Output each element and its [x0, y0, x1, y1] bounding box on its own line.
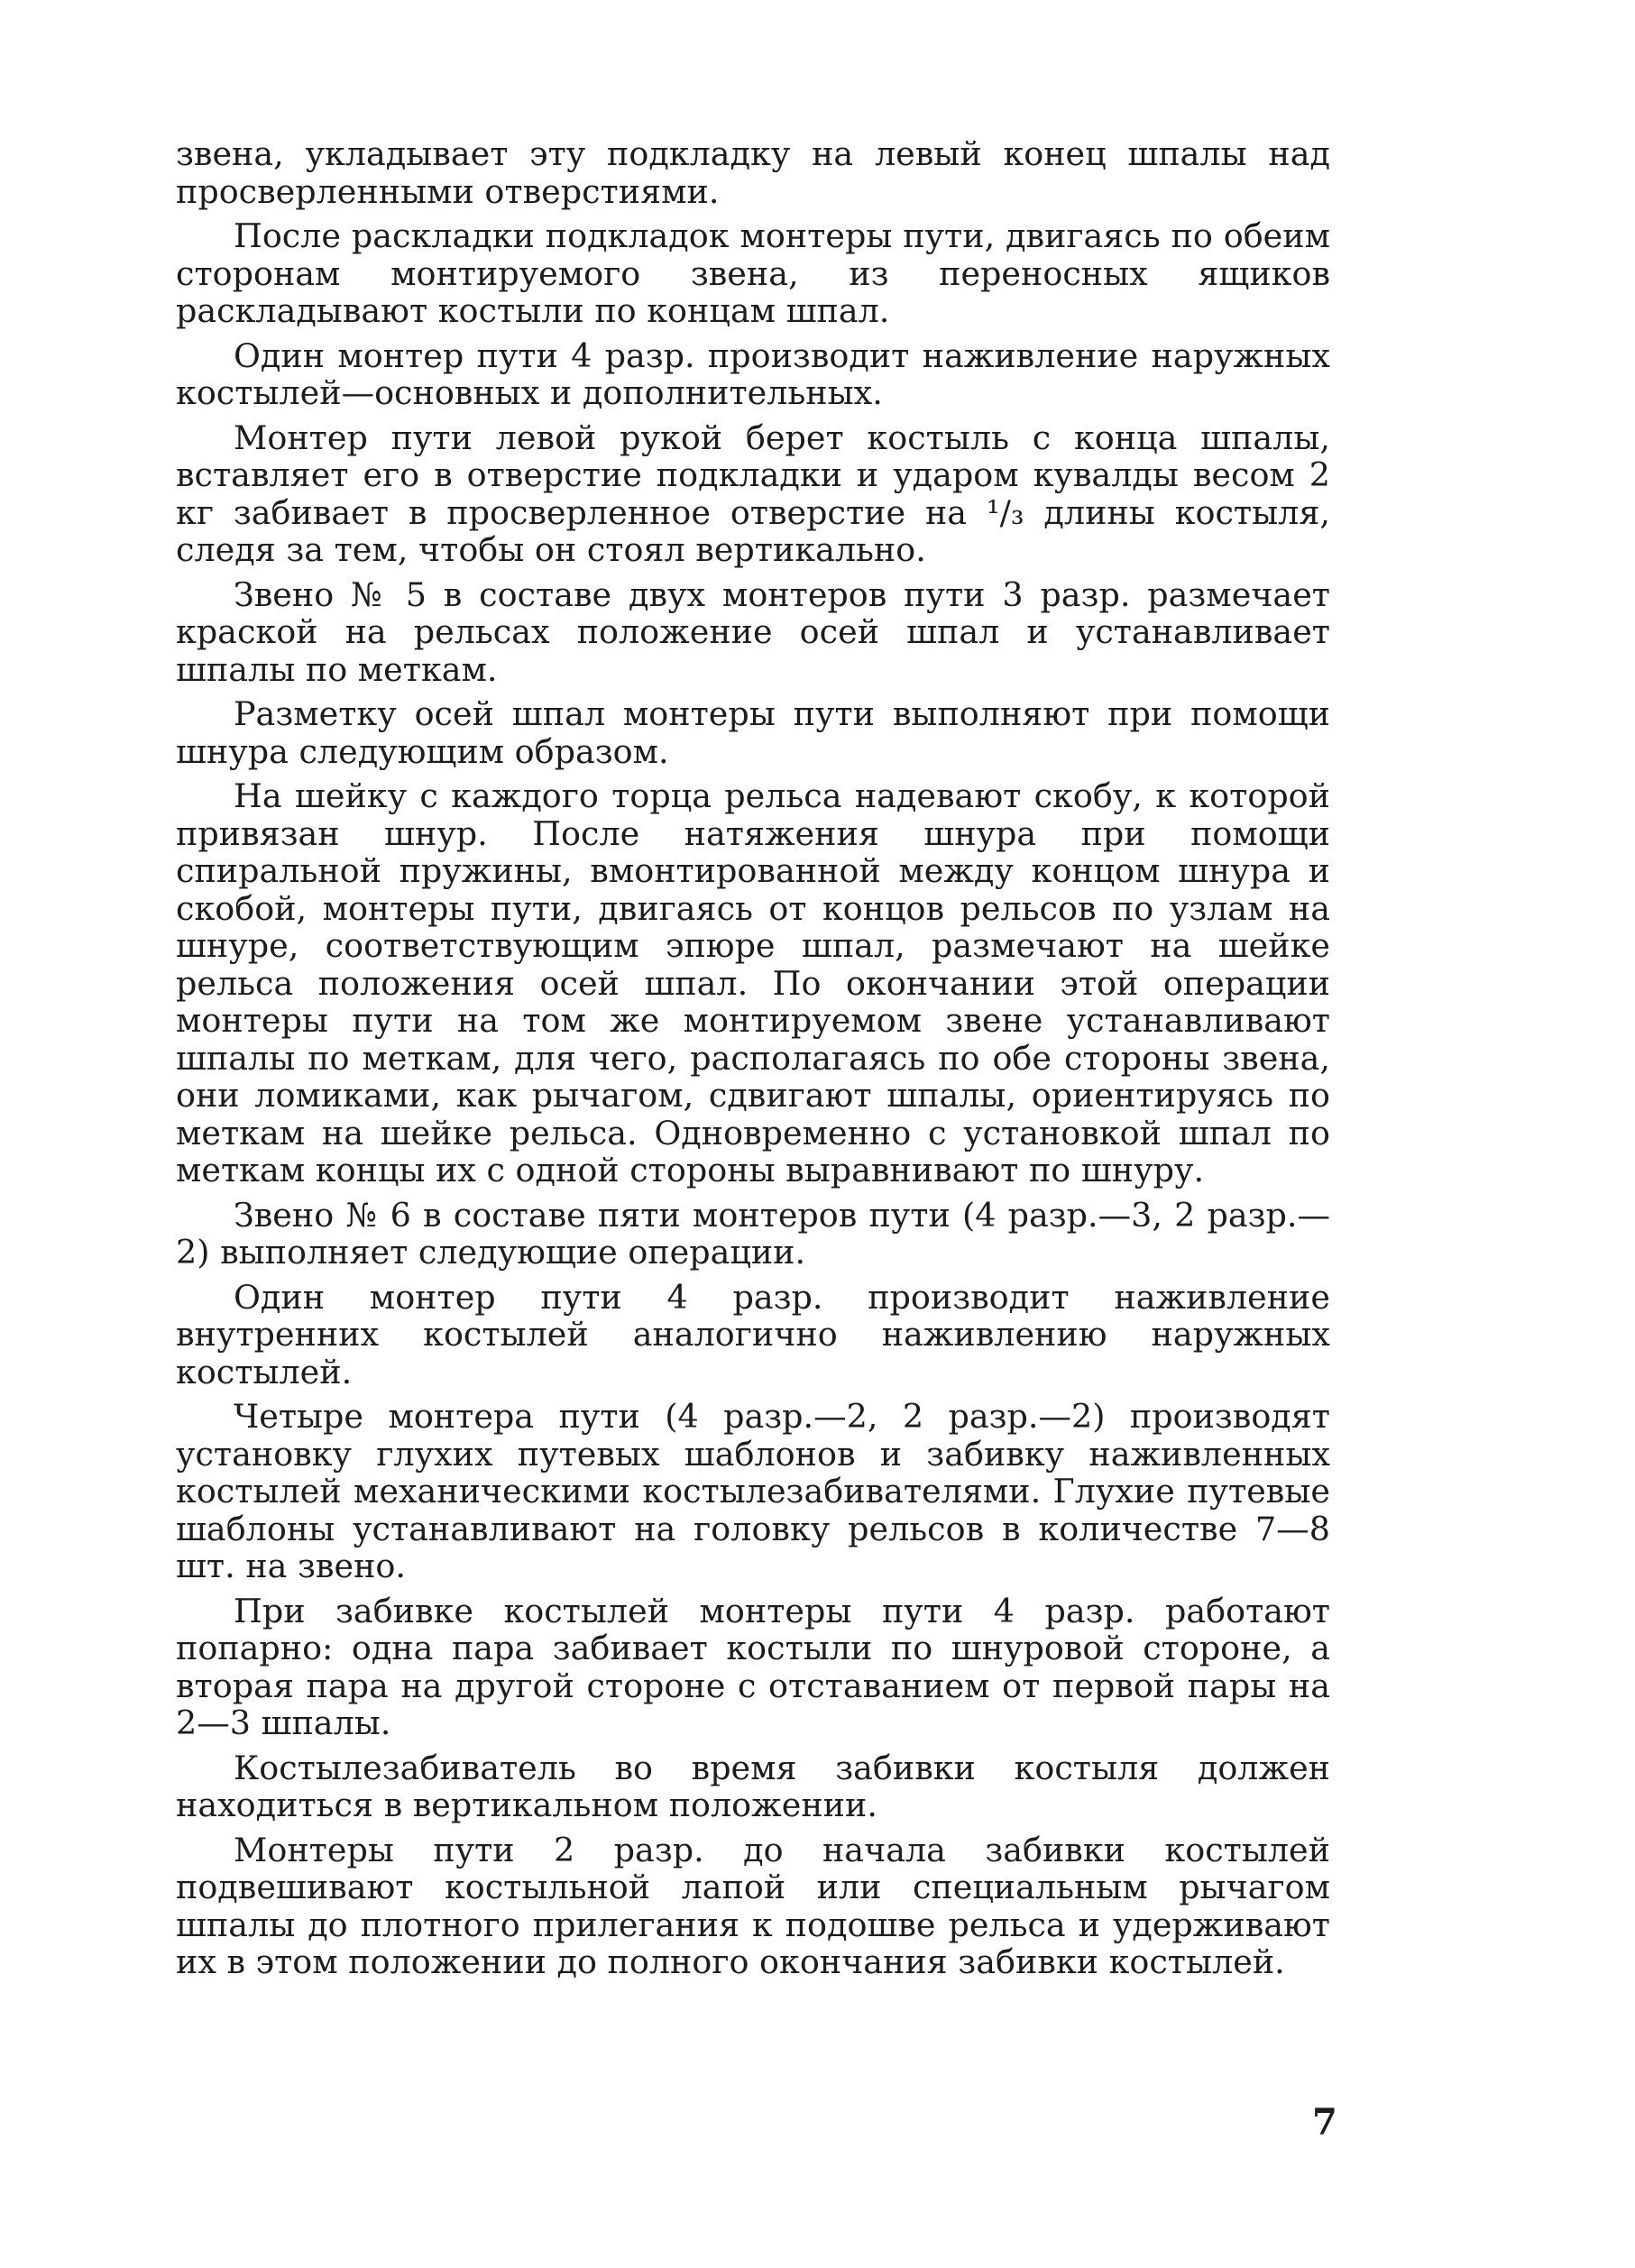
paragraph-4: Монтер пути левой рукой берет костыль с конца шпалы, вставляет его в отверстие подкладки и ударом кувалды весом 2 кг забивает в просверленное отверстие на ¹/₃ длины костыля, следя за тем, чтобы он стоял вертикально. — [176, 418, 1330, 569]
paragraph-1: звена, укладывает эту подкладку на левый конец шпалы над просверленными отверстиями. — [176, 134, 1330, 211]
paragraph-8: Звено № 6 в составе пяти монтеров пути (4 разр.—3, 2 разр.—2) выполняет следующие операции. — [176, 1195, 1330, 1272]
paragraph-12: Костылезабиватель во время забивки костыля должен находиться в вертикальном положении. — [176, 1748, 1330, 1824]
paragraph-3: Один монтер пути 4 разр. производит наживление наружных костылей—основных и дополнительных. — [176, 335, 1330, 412]
paragraph-7: На шейку с каждого торца рельса надевают скобу, к которой привязан шнур. После натяжения шнура при помощи спиральной пружины, вмонтированной между концом шнура и скобой, монтеры пути, двигаясь от концов рельсов по узлам на шнуре, соответствующим эпюре шпал, размечают на шейке рельса положения осей шпал. По окончании этой операции монтеры пути на том же монтируемом звене устанавливают шпалы по меткам, для чего, располагаясь по обе стороны звена, они ломиками, как рычагом, сдвигают шпалы, ориентируясь по меткам на шейке рельса. Одновременно с установкой шпал по меткам концы их с одной стороны выравнивают по шнуру. — [176, 776, 1330, 1189]
paragraph-11: При забивке костылей монтеры пути 4 разр. работают попарно: одна пара забивает костыли по шнуровой стороне, а вторая пара на другой стороне с отставанием от первой пары на 2—3 шпалы. — [176, 1591, 1330, 1742]
page-number: 7 — [1312, 2101, 1337, 2144]
paragraph-6: Разметку осей шпал монтеры пути выполняют при помощи шнура следующим образом. — [176, 694, 1330, 771]
paragraph-5: Звено № 5 в составе двух монтеров пути 3 разр. размечает краской на рельсах положение осей шпал и устанавливает шпалы по меткам. — [176, 574, 1330, 689]
body-text — [176, 135, 1330, 1981]
paragraph-13: Монтеры пути 2 разр. до начала забивки костылей подвешивают костыльной лапой или специальным рычагом шпалы до плотного прилегания к подошве рельса и удерживают их в этом положении до полного окончания забивки костылей. — [176, 1830, 1330, 1981]
paragraph-9: Один монтер пути 4 разр. производит наживление внутренних костылей аналогично наживлению наружных костылей. — [176, 1277, 1330, 1391]
paragraph-2: После раскладки подкладок монтеры пути, двигаясь по обеим сторонам монтируемого звена, из переносных ящиков раскладывают костыли по концам шпал. — [176, 216, 1330, 330]
paragraph-10: Четыре монтера пути (4 разр.—2, 2 разр.—2) производят установку глухих путевых шаблонов и забивку наживленных костылей механическими костылезабивателями. Глухие путевые шаблоны устанавливают на головку рельсов в количестве 7—8 шт. на звено. — [176, 1397, 1330, 1585]
document-page — [176, 135, 1330, 2146]
